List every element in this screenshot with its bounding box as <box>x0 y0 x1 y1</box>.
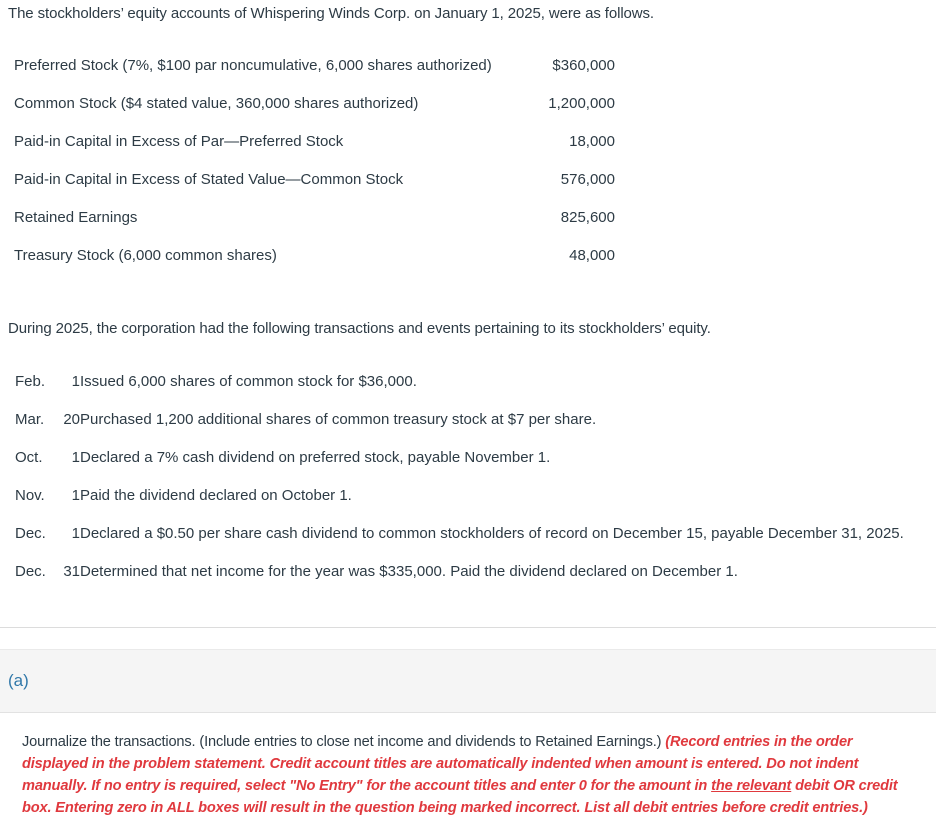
transaction-day: 31 <box>63 562 80 580</box>
transactions-table <box>15 362 904 590</box>
transaction-row <box>15 362 904 400</box>
warning-part-1: (Record entries in the order displayed in the problem statement. Credit account titles are automatically indented when amount is entered. Do not indent manually. If no entry is required, select "No Entry" for the account titles and enter 0 for the amount in <box>22 734 859 794</box>
equity-account-row <box>14 122 615 160</box>
account-value: 576,000 <box>560 170 615 188</box>
warning-part-2: debit OR credit box. Entering zero in ALL boxes will result in the question being marked incorrect. List all debit entries before credit entries.) <box>22 778 898 816</box>
account-label: Treasury Stock (6,000 common shares) <box>14 246 277 264</box>
transaction-day: 1 <box>71 486 80 504</box>
transaction-row <box>15 514 904 552</box>
transaction-day: 20 <box>63 410 80 428</box>
account-value: $360,000 <box>552 56 615 74</box>
problem-intro: The stockholders’ equity accounts of Whispering Winds Corp. on January 1, 2025, were as follows. <box>8 5 654 22</box>
section-divider <box>0 627 936 628</box>
account-value: 48,000 <box>569 246 615 264</box>
transaction-month: Oct. <box>15 448 43 466</box>
account-label: Paid-in Capital in Excess of Stated Value—Common Stock <box>14 170 404 188</box>
transaction-month: Mar. <box>15 410 45 428</box>
transaction-row <box>15 438 904 476</box>
equity-account-row <box>14 84 615 122</box>
transaction-row <box>15 400 904 438</box>
account-label: Paid-in Capital in Excess of Par—Preferred Stock <box>14 132 344 150</box>
transaction-description: Declared a $0.50 per share cash dividend to common stockholders of record on December 15, payable December 31, 2025. <box>80 524 904 542</box>
account-label: Preferred Stock (7%, $100 par noncumulative, 6,000 shares authorized) <box>14 56 492 74</box>
part-a-label[interactable]: (a) <box>8 671 29 690</box>
equity-accounts-table <box>14 46 615 274</box>
transaction-description: Paid the dividend declared on October 1. <box>80 486 352 504</box>
account-label: Common Stock ($4 stated value, 360,000 shares authorized) <box>14 94 419 112</box>
equity-account-row <box>14 160 615 198</box>
transaction-row <box>15 552 904 590</box>
transaction-month: Dec. <box>15 524 46 542</box>
account-value: 18,000 <box>569 132 615 150</box>
transactions-intro: During 2025, the corporation had the following transactions and events pertaining to its stockholders’ equity. <box>8 320 711 337</box>
account-value: 1,200,000 <box>548 94 615 112</box>
transaction-description: Determined that net income for the year was $335,000. Paid the dividend declared on December 1. <box>80 562 738 580</box>
transaction-row <box>15 476 904 514</box>
equity-account-row <box>14 46 615 84</box>
transaction-month: Dec. <box>15 562 46 580</box>
account-label: Retained Earnings <box>14 208 138 226</box>
transaction-description: Issued 6,000 shares of common stock for $36,000. <box>80 372 417 390</box>
transaction-day: 1 <box>71 524 80 542</box>
warning-underlined-text: the relevant <box>711 778 792 794</box>
transaction-day: 1 <box>71 448 80 466</box>
transaction-month: Nov. <box>15 486 45 504</box>
instructions-paragraph <box>22 731 918 819</box>
account-value: 825,600 <box>560 208 615 226</box>
instructions-normal-text: Journalize the transactions. (Include entries to close net income and dividends to Retained Earnings.) <box>22 734 666 750</box>
transaction-day: 1 <box>71 372 80 390</box>
equity-account-row <box>14 236 615 274</box>
transaction-description: Declared a 7% cash dividend on preferred stock, payable November 1. <box>80 448 551 466</box>
equity-account-row <box>14 198 615 236</box>
part-a-header <box>0 649 936 713</box>
transaction-month: Feb. <box>15 372 46 390</box>
transaction-description: Purchased 1,200 additional shares of common treasury stock at $7 per share. <box>80 410 597 428</box>
